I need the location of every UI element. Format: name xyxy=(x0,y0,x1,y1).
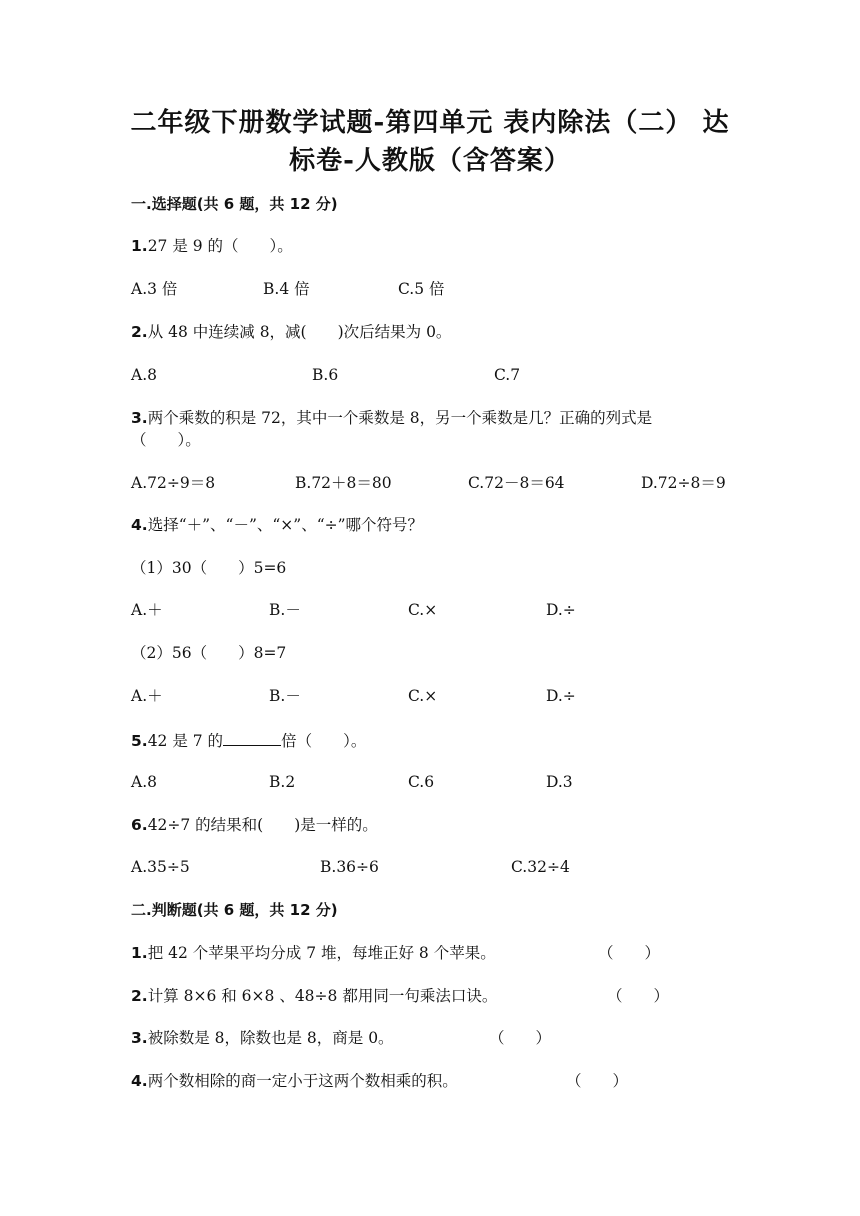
question-2 xyxy=(131,322,451,342)
option-b[interactable]: B.72＋8＝80 xyxy=(295,474,392,492)
judgement-2 xyxy=(131,986,497,1006)
question-text: 计算 8×6 和 6×8 、48÷8 都用同一句乘法口诀。 xyxy=(147,987,498,1005)
option-b[interactable]: B.6 xyxy=(312,366,339,384)
question-text: 从 48 中连续减 8，减( )次后结果为 0。 xyxy=(147,323,452,341)
option-b[interactable]: B.36÷6 xyxy=(320,858,379,876)
question-number: 4. xyxy=(131,516,148,534)
answer-parentheses[interactable]: （ ） xyxy=(566,1072,629,1090)
option-c[interactable]: C.6 xyxy=(408,773,435,791)
question-text: 两个乘数的积是 72，其中一个乘数是 8，另一个乘数是几？正确的列式是 xyxy=(147,409,653,427)
option-d[interactable]: D.÷ xyxy=(546,601,576,619)
option-c[interactable]: C.32÷4 xyxy=(511,858,570,876)
option-a[interactable]: A.8 xyxy=(131,366,157,384)
option-a[interactable]: A.＋ xyxy=(131,601,163,619)
question-number: 5. xyxy=(131,732,148,750)
question-text: 42÷7 的结果和( )是一样的。 xyxy=(147,816,378,834)
judgement-1 xyxy=(131,943,496,963)
answer-blank[interactable] xyxy=(223,729,281,746)
question-3-continuation: （ ）。 xyxy=(131,431,201,449)
page-title-line-1: 二年级下册数学试题-第四单元 表内除法（二） 达 xyxy=(130,108,730,138)
option-c[interactable]: C.× xyxy=(408,601,438,619)
judgement-3 xyxy=(131,1028,394,1048)
question-number: 2. xyxy=(131,987,148,1005)
question-number: 6. xyxy=(131,816,148,834)
option-a[interactable]: A.35÷5 xyxy=(131,858,190,876)
question-number: 1. xyxy=(131,237,148,255)
option-d[interactable]: D.72÷8＝9 xyxy=(641,474,726,492)
question-1 xyxy=(131,236,293,256)
question-text: 选择“＋”、“－”、“×”、“÷”哪个符号？ xyxy=(147,516,424,534)
option-a[interactable]: A.8 xyxy=(131,773,157,791)
option-a[interactable]: A.3 倍 xyxy=(131,280,178,298)
answer-parentheses[interactable]: （ ） xyxy=(489,1029,552,1047)
option-d[interactable]: D.3 xyxy=(546,773,573,791)
question-number: 3. xyxy=(131,409,148,427)
question-number: 3. xyxy=(131,1029,148,1047)
option-b[interactable]: B.2 xyxy=(269,773,296,791)
question-4 xyxy=(131,515,423,535)
question-3 xyxy=(131,408,652,428)
question-text: 42 是 7 的 xyxy=(147,732,224,750)
option-c[interactable]: C.72－8＝64 xyxy=(468,474,565,492)
question-6 xyxy=(131,815,378,835)
option-b[interactable]: B.－ xyxy=(269,687,301,705)
option-c[interactable]: C.× xyxy=(408,687,438,705)
option-b[interactable]: B.－ xyxy=(269,601,301,619)
option-a[interactable]: A.72÷9＝8 xyxy=(131,474,216,492)
question-text: 两个数相除的商一定小于这两个数相乘的积。 xyxy=(147,1072,458,1090)
section-heading-choice: 一.选择题(共 6 题，共 12 分) xyxy=(131,195,338,213)
answer-parentheses[interactable]: （ ） xyxy=(607,987,670,1005)
sub-question-2: （2）56（ ）8=7 xyxy=(131,644,287,662)
question-text: 被除数是 8，除数也是 8，商是 0。 xyxy=(147,1029,394,1047)
section-heading-judgement: 二.判断题(共 6 题，共 12 分) xyxy=(131,901,338,919)
option-c[interactable]: C.5 倍 xyxy=(398,280,445,298)
question-number: 2. xyxy=(131,323,148,341)
option-d[interactable]: D.÷ xyxy=(546,687,576,705)
question-text: 把 42 个苹果平均分成 7 堆，每堆正好 8 个苹果。 xyxy=(147,944,496,962)
page-title-line-2: 标卷-人教版（含答案） xyxy=(289,146,571,176)
option-c[interactable]: C.7 xyxy=(494,366,521,384)
option-a[interactable]: A.＋ xyxy=(131,687,163,705)
option-b[interactable]: B.4 倍 xyxy=(263,280,310,298)
question-number: 1. xyxy=(131,944,148,962)
question-5 xyxy=(131,729,366,751)
question-number: 4. xyxy=(131,1072,148,1090)
answer-parentheses[interactable]: （ ） xyxy=(598,944,661,962)
question-text: 27 是 9 的（ ）。 xyxy=(147,237,293,255)
sub-question-1: （1）30（ ）5=6 xyxy=(131,559,287,577)
question-text-end: 倍（ ）。 xyxy=(281,732,367,750)
judgement-4 xyxy=(131,1071,458,1091)
